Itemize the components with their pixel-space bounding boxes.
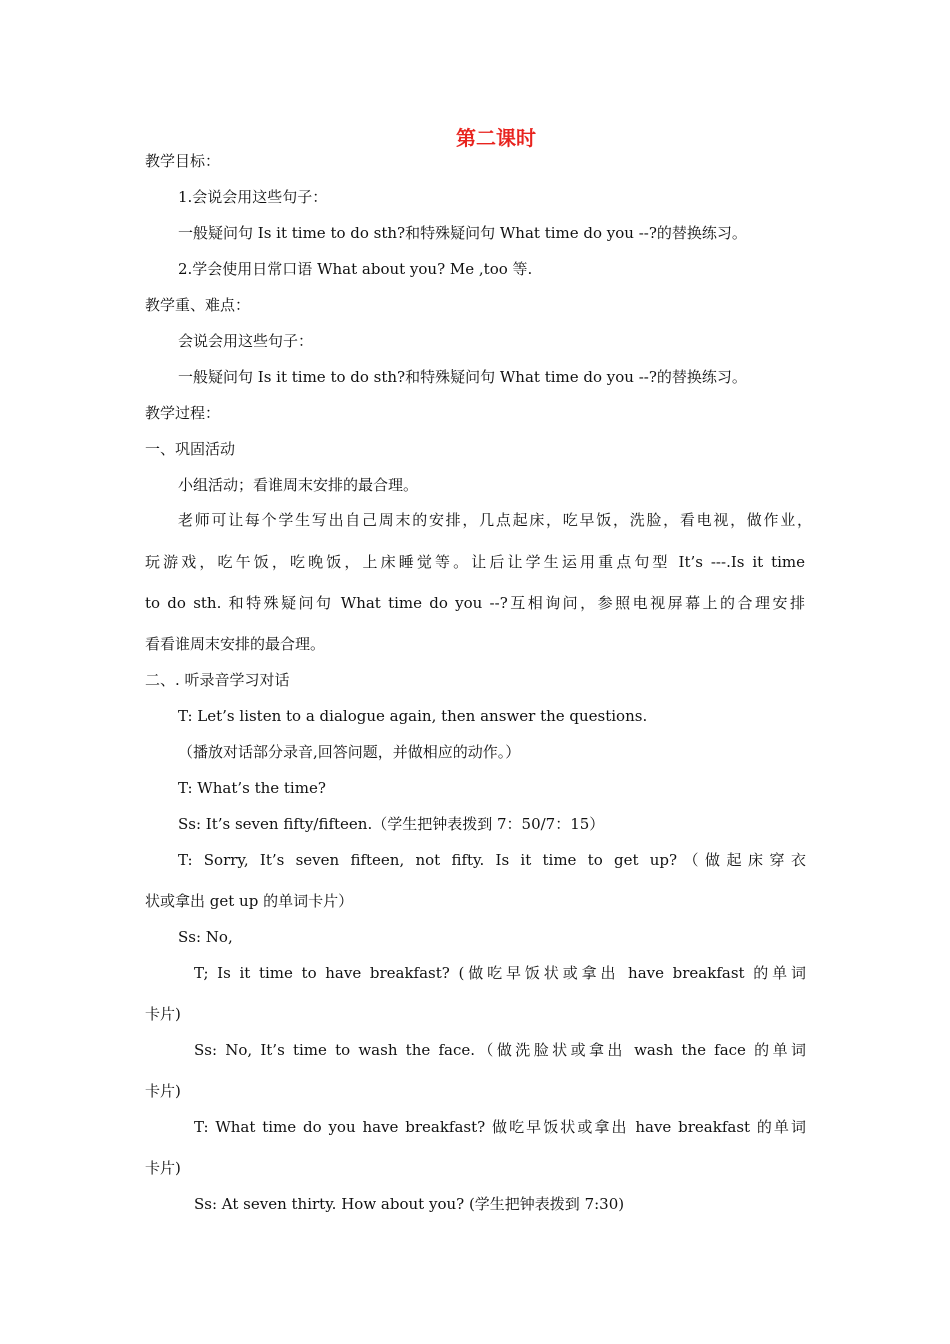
subsection-heading-listening: 二、. 听录音学习对话 xyxy=(145,671,290,689)
activity-text: 小组活动；看谁周末安排的最合理。 xyxy=(178,476,419,494)
dialogue-line: Ss: No, xyxy=(178,928,233,946)
subsection-heading-consolidation: 一、巩固活动 xyxy=(145,440,236,458)
dialogue-line: Ss: No, It’s time to wash the face.（做洗脸状或拿出 wash the face 的单词 xyxy=(194,1041,806,1059)
paragraph-line: 老师可让每个学生写出自己周末的安排，几点起床，吃早饭，洗脸，看电视，做作业， xyxy=(178,511,812,529)
dialogue-line-continued: 卡片) xyxy=(145,1005,181,1023)
dialogue-line: Ss: It’s seven fifty/fifteen.（学生把钟表拨到 7：50/7：15） xyxy=(178,815,605,833)
objective-item-1: 1.会说会用这些句子： xyxy=(178,188,328,206)
dialogue-line: T; Is it time to have breakfast? (做吃早饭状或拿出 have breakfast 的单词 xyxy=(194,964,806,982)
section-heading-process: 教学过程： xyxy=(145,404,221,422)
paragraph-line: 玩游戏，吃午饭，吃晚饭，上床睡觉等。让后让学生运用重点句型 It’s ---.Is it time xyxy=(145,553,805,571)
dialogue-line: T: What’s the time? xyxy=(178,779,326,797)
dialogue-line: T: Let’s listen to a dialogue again, then answer the questions. xyxy=(178,707,648,725)
dialogue-line: Ss: At seven thirty. How about you? (学生把钟表拨到 7:30) xyxy=(194,1195,625,1213)
dialogue-line: T: Sorry, It’s seven fifteen, not fifty. Is it time to get up?（做起床穿衣 xyxy=(178,851,806,869)
dialogue-note: （播放对话部分录音,回答问题，并做相应的动作。） xyxy=(178,743,521,761)
section-heading-key-points: 教学重、难点： xyxy=(145,296,251,314)
key-point-detail: 一般疑问句 Is it time to do sth?和特殊疑问句 What time do you --?的替换练习。 xyxy=(178,368,747,386)
dialogue-line-continued: 状或拿出 get up 的单词卡片） xyxy=(145,892,354,910)
section-heading-objectives: 教学目标： xyxy=(145,152,221,170)
dialogue-line-continued: 卡片) xyxy=(145,1159,181,1177)
paragraph-line: to do sth. 和特殊疑问句 What time do you --?互相询问，参照电视屏幕上的合理安排 xyxy=(145,594,805,612)
key-point-1: 会说会用这些句子： xyxy=(178,332,314,350)
dialogue-line-continued: 卡片) xyxy=(145,1082,181,1100)
document-title: 第二课时 xyxy=(456,126,536,150)
objective-detail: 一般疑问句 Is it time to do sth?和特殊疑问句 What time do you --?的替换练习。 xyxy=(178,224,747,242)
objective-item-2: 2.学会使用日常口语 What about you? Me ,too 等. xyxy=(178,260,533,278)
paragraph-line: 看看谁周末安排的最合理。 xyxy=(145,635,326,653)
dialogue-line: T: What time do you have breakfast? 做吃早饭状或拿出 have breakfast 的单词 xyxy=(194,1118,806,1136)
